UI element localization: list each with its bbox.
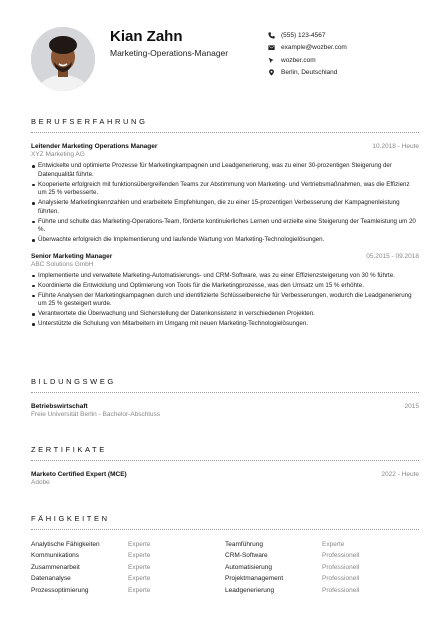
- certificate-date: 2022 - Heute: [381, 471, 419, 478]
- skill-name: Datenanalyse: [31, 575, 71, 583]
- contact-location-text: Berlin, Deutschland: [281, 69, 338, 77]
- section-title: FÄHIGKEITEN: [31, 514, 110, 523]
- skill-level: Experte: [128, 563, 151, 571]
- skill-level: Professionell: [322, 552, 360, 560]
- bullet-item: Kooperierte erfolgreich mit funktionsübergreifenden Teams zur Abstimmung von Marketing- und Vertriebsmaßnahmen, was die Effizienz um 25 % verbesserte.: [31, 181, 419, 198]
- bullet-item: Verantwortete die Überwachung und Sicherstellung der Datenkonsistenz in verschiedenen Projekten.: [31, 310, 419, 319]
- skill-level: Experte: [322, 541, 345, 548]
- bullet-item: Überwachte erfolgreich die Implementierung und laufende Wartung von Marketing-Technologielösungen.: [31, 236, 419, 245]
- contact-location: [268, 67, 347, 80]
- contact-website[interactable]: [268, 54, 347, 67]
- degree-title: Betriebswirtschaft: [31, 403, 88, 410]
- education-date: 2015: [404, 403, 419, 410]
- contact-email[interactable]: [268, 42, 347, 55]
- skill-name: Prozessoptimierung: [31, 586, 89, 594]
- skill-name: Leadgenerierung: [225, 586, 275, 594]
- certificate-issuer: Adobe: [31, 479, 50, 486]
- education-section: [31, 377, 419, 418]
- candidate-role: Marketing-Operations-Manager: [110, 48, 229, 58]
- bullet-item: Entwickelte und optimierte Prozesse für Marketingkampagnen und Leadgenerierung, was zu einer 30-prozentigen Steigerung der Datenqualität führte.: [31, 162, 419, 179]
- bullet-item: Analysierte Marketingkennzahlen und erarbeitete Empfehlungen, die zu einer 15-prozentigen Verbesserung der Kampagnenleistung führten.: [31, 199, 419, 216]
- bullet-item: Unterstützte die Schulung von Mitarbeitern im Umgang mit neuen Marketing-Technologielösungen.: [31, 320, 419, 329]
- section-divider: [31, 460, 419, 461]
- section-title: ZERTIFIKATE: [31, 445, 107, 454]
- job-bullets: [31, 272, 419, 329]
- profile-photo: [31, 27, 95, 91]
- skills-grid: [31, 541, 419, 594]
- phone-icon: [268, 32, 281, 39]
- skill-name: CRM-Software: [225, 552, 268, 560]
- contact-list: [268, 29, 347, 79]
- skill-name: Projektmanagement: [225, 575, 284, 583]
- skill-level: Professionell: [322, 575, 360, 583]
- job-company: ABC Solutions GmbH: [31, 260, 94, 268]
- certificate-entry: [31, 471, 419, 486]
- skill-level: Experte: [128, 541, 151, 548]
- skill-name: Teamführung: [225, 541, 263, 548]
- contact-email-text[interactable]: example@wozber.com: [281, 44, 347, 52]
- certificates-section: [31, 445, 419, 486]
- contact-phone: [268, 29, 347, 42]
- section-title: BILDUNGSWEG: [31, 377, 116, 386]
- skill-level: Professionell: [322, 563, 360, 571]
- education-entry: [31, 403, 419, 418]
- skill-level: Experte: [128, 552, 151, 560]
- bullet-item: Implementierte und verwaltete Marketing-Automatisierungs- und CRM-Software, was zu einer Effizienzsteigerung von 30 % führte.: [31, 272, 419, 281]
- skill-level: Professionell: [322, 586, 360, 594]
- job-entry: [31, 143, 419, 245]
- link-icon: [268, 57, 281, 64]
- skill-name: Analytische Fähigkeiten: [31, 541, 100, 548]
- section-divider: [31, 529, 419, 530]
- candidate-name: Kian Zahn: [110, 28, 183, 45]
- job-bullets: [31, 162, 419, 245]
- location-icon: [268, 69, 281, 76]
- resume-header: [0, 0, 448, 100]
- job-entry: [31, 253, 419, 329]
- skill-level: Experte: [128, 575, 151, 583]
- job-date: 10.2018 - Heute: [372, 143, 419, 150]
- bullet-item: Führte Analysen der Marketingkampagnen durch und identifizierte Schlüsselbereiche für Verbesserungen, wodurch die Leadgenerierung um 25 % gesteigert wurde.: [31, 292, 419, 309]
- contact-phone-text: (555) 123-4567: [281, 31, 326, 39]
- section-divider: [31, 392, 419, 393]
- job-title: Senior Marketing Manager: [31, 252, 113, 260]
- job-company: XYZ Marketing AG: [31, 151, 85, 158]
- skill-name: Zusammenarbeit: [31, 563, 80, 571]
- section-divider: [31, 132, 419, 133]
- skills-section: [31, 514, 419, 594]
- contact-website-text[interactable]: wozber.com: [281, 56, 316, 64]
- job-title: Leitender Marketing Operations Manager: [31, 143, 158, 150]
- skill-name: Automatisierung: [225, 563, 272, 571]
- bullet-item: Koordinierte die Entwicklung und Optimierung von Tools für die Marketingprozesse, was den Umsatz um 15 % erhöhte.: [31, 282, 419, 291]
- avatar: [31, 27, 95, 91]
- section-title: BERUFSERFAHRUNG: [31, 117, 148, 126]
- skill-level: Experte: [128, 586, 151, 594]
- certificate-name: Marketo Certified Expert (MCE): [31, 471, 127, 478]
- job-date: 05.2015 - 09.2018: [366, 252, 419, 260]
- email-icon: [268, 44, 281, 51]
- experience-section: [31, 117, 419, 330]
- bullet-item: Führte und schulte das Marketing-Operations-Team, förderte kontinuierliches Lernen und erzielte eine Steigerung der Teamleistung um 20 %.: [31, 218, 419, 235]
- school-name: Freie Universität Berlin - Bachelor-Abschluss: [31, 411, 160, 418]
- skill-name: Kommunikations: [31, 552, 80, 560]
